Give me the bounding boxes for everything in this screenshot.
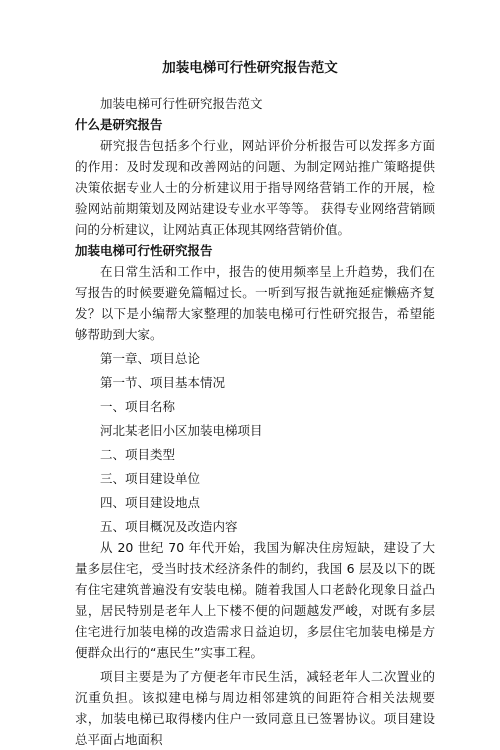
list-item: 一、项目名称 <box>100 399 176 414</box>
list-item: 二、项目类型 <box>100 447 176 462</box>
paragraph: 研究报告包括多个行业，网站评价分析报告可以发挥多方面的作用：及时发现和改善网站的问题、为制定网站推广策略提供决策依据专业人士的分析建议用于指导网络营销工作的开展，检验网站前期策划及网站建设专业水平等等。 获得专业网络营销顾问的分析建议，让网站真正体现其网络营销价值。 <box>75 138 435 237</box>
list-item: 第一节、项目基本情况 <box>100 375 226 390</box>
list-item: 第一章、项目总论 <box>100 351 201 366</box>
paragraph: 项目主要是为了方便老年市民生活，减轻老年人二次置业的沉重负担。该拟建电梯与周边相邻建筑的间距符合相关法规要求，加装电梯已取得楼内住户一致同意且已签署协议。项目建设总平面占地面积 <box>75 669 435 747</box>
section-heading: 什么是研究报告 <box>75 117 163 132</box>
section-heading: 加装电梯可行性研究报告 <box>75 243 213 258</box>
list-item: 五、项目概况及改造内容 <box>100 519 238 534</box>
list-item: 河北某老旧小区加装电梯项目 <box>100 423 263 438</box>
document-subtitle: 加装电梯可行性研究报告范文 <box>100 96 263 111</box>
list-item: 三、项目建设单位 <box>100 471 201 486</box>
paragraph: 在日常生活和工作中，报告的使用频率呈上升趋势，我们在写报告的时候要避免篇幅过长。一听到写报告就拖延症懒癌齐复发？以下是小编帮大家整理的加装电梯可行性研究报告，希望能够帮助到大家。 <box>75 264 435 342</box>
document-body <box>75 93 435 750</box>
paragraph: 从 20 世纪 70 年代开始，我国为解决住房短缺，建设了大量多层住宅，受当时技术经济条件的制约，我国 6 层及以下的既有住宅建筑普遍没有安装电梯。随着我国人口老龄化现象日益凸显，居民特别是老年人上下楼不便的问题越发严峻，对既有多层住宅进行加装电梯的改造需求日益迫切，多层住宅加装电梯是方便群众出行的“惠民生”实事工程。 <box>75 540 435 660</box>
list-item: 四、项目建设地点 <box>100 495 201 510</box>
document-title: 加装电梯可行性研究报告范文 <box>162 60 338 76</box>
